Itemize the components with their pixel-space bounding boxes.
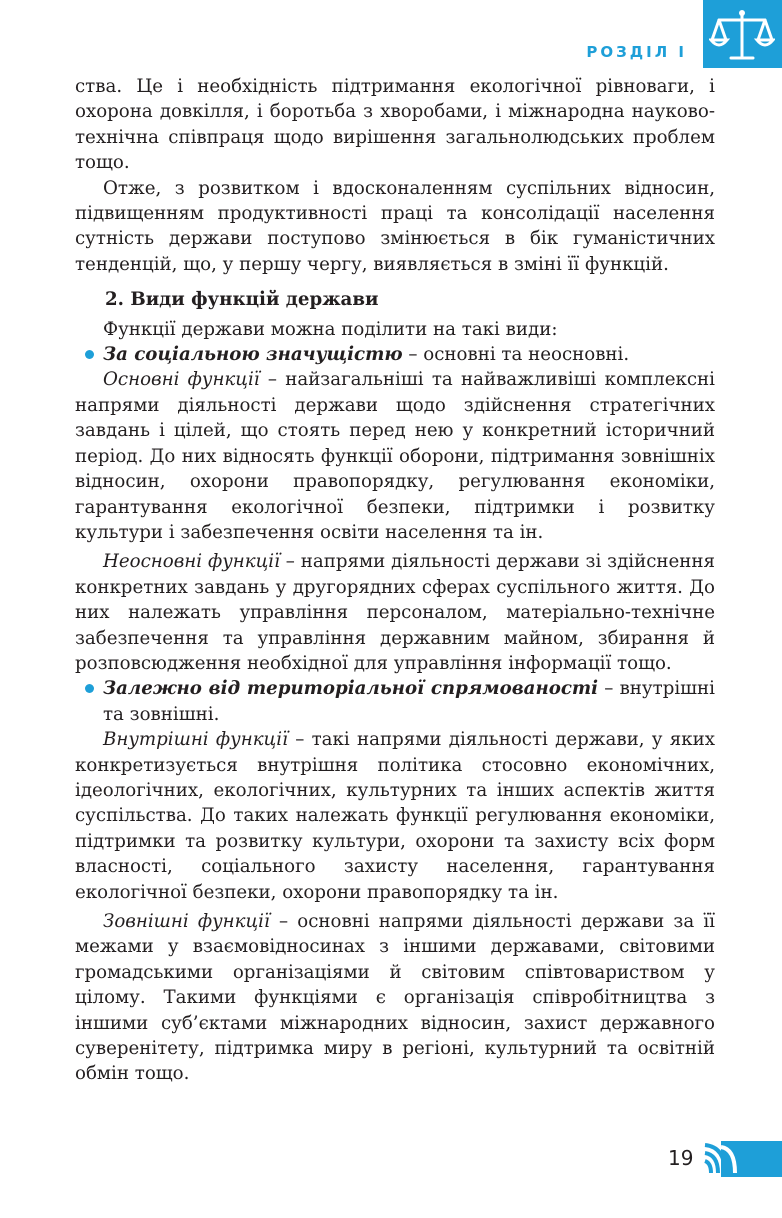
bullet-text: – внутрішні та зовнішні.	[103, 678, 715, 725]
paragraph-1: ства. Це і необхідність підтримання екологічної рівноваги, і охорона довкілля, і боротьба з хворобами, і міжнародна науково-технічна співпраця щодо вирішення загальнолюдських проблем тощо.	[75, 76, 715, 174]
term-main-functions: Основні функції	[103, 369, 260, 391]
page-content	[75, 74, 715, 1087]
definition-text: – найзагальніші та найважливіші комплексні напрями діяльності держави щодо здійснення стратегічних завдань і цілей, що стоять перед нею у конкретний історичний період. До них відносять функції оборони, підтримання зовнішніх відносин, охорони правопорядку, регулювання економіки, гарантування екологічної безпеки, підтримки і розвитку культури і забезпечення освіти населення та ін.	[75, 369, 715, 543]
paragraph-3: Функції держави можна поділити на такі види:	[103, 318, 558, 340]
definition-text: – напрями діяльності держави зі здійснення конкретних завдань у другорядних сферах суспільного життя. До них належать управління персоналом, матеріально-технічне забезпечення та управління державним майном, збирання й розповсюдження необхідної для управління інформації тощо.	[75, 551, 715, 674]
term-internal-functions: Внутрішні функції	[103, 729, 288, 751]
paragraph-main-functions	[75, 367, 715, 545]
term-external-functions: Зовнішні функції	[103, 911, 270, 932]
section-label: РОЗДІЛ І	[586, 43, 687, 61]
scales-icon	[709, 6, 775, 64]
page-number: 19	[668, 1146, 694, 1170]
bullet-term: За соціальною значущістю	[103, 344, 403, 366]
bullet-text: – основні та неосновні.	[402, 344, 630, 366]
definition-text: – основні напрями діяльності держави за її межами у взаємовідносинах з іншими державами, світовими громадськими організаціями й світовим співтовариством у цілому. Такими функціями є організація співробітництва з іншими суб’єктами міжнародних відносин, захист державного суверенітету, підтримка миру в регіоні, культурний та освітній обмін тощо.	[75, 911, 715, 1085]
signal-waves-icon	[703, 1141, 782, 1177]
paragraph-secondary-functions	[75, 549, 715, 676]
bullet-dot-icon	[85, 350, 94, 359]
bullet-dot-icon	[85, 684, 94, 693]
paragraph-2: Отже, з розвитком і вдосконаленням суспільних відносин, підвищенням продуктивності праці та консолідації населення сутність держави поступово змінюється в бік гуманістичних тенденцій, що, у першу чергу, виявляється в зміні її функцій.	[75, 177, 715, 275]
paragraph-external-functions	[75, 909, 715, 1087]
bullet-item-1	[75, 342, 715, 367]
term-secondary-functions: Неосновні функції	[103, 551, 280, 573]
bullet-term: Залежно від територіальної спрямованості	[103, 678, 599, 700]
section-badge	[703, 0, 782, 68]
definition-text: – такі напрями діяльності держави, у яких конкретизується внутрішня політика стосовно економічних, ідеологічних, екологічних, культурних та інших аспектів життя суспільства. До таких належать функції регулювання економіки, підтримки та розвитку культури, охорони та захисту всіх форм власності, соціального захисту населення, гарантування екологічної безпеки, охорони правопорядку та ін.	[75, 729, 716, 903]
bullet-item-2	[75, 676, 715, 727]
paragraph-internal-functions	[75, 727, 715, 905]
footer-badge	[703, 1141, 782, 1177]
section-heading: 2. Види функцій держави	[105, 289, 379, 311]
